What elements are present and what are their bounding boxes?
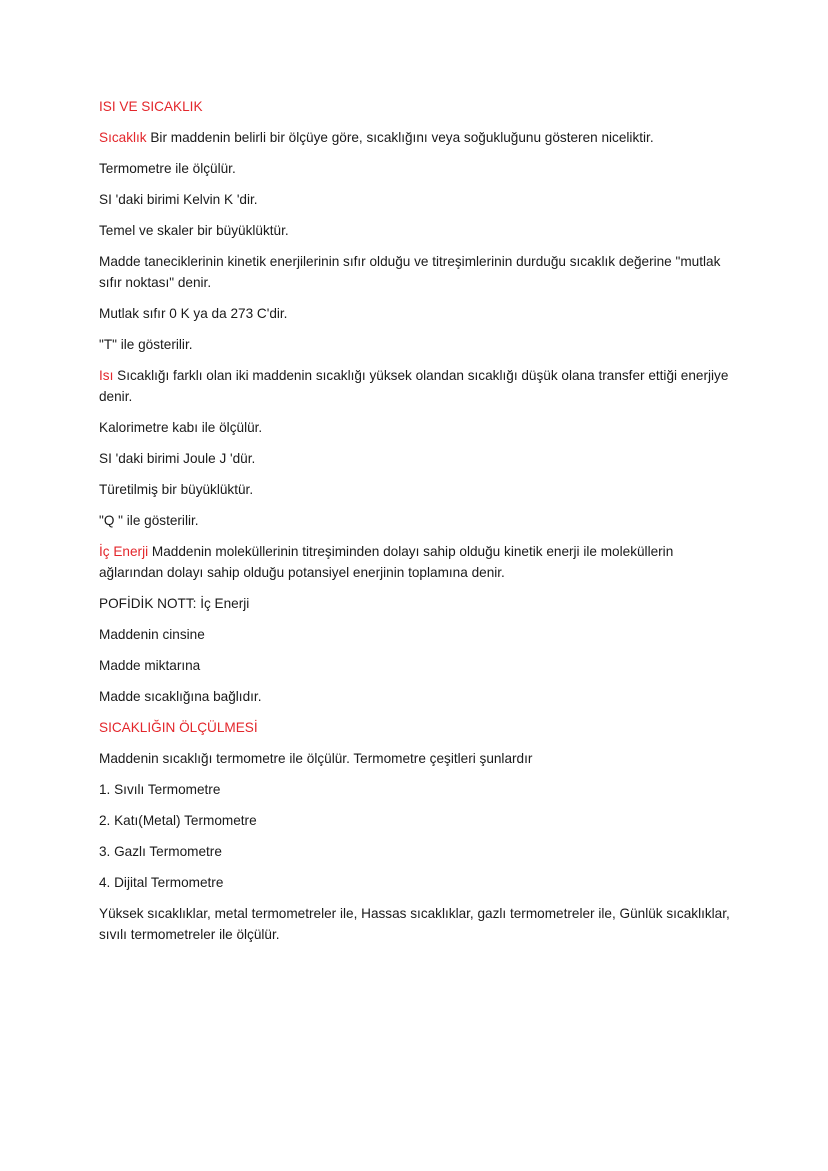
ic-enerji-note: Maddenin cinsine (99, 627, 205, 642)
list-item: 4. Dijital Termometre (99, 875, 224, 890)
ic-enerji-note: Madde sıcaklığına bağlıdır. (99, 689, 262, 704)
sicaklik-note: Temel ve skaler bir büyüklüktür. (99, 223, 289, 238)
page-title: ISI VE SICAKLIK (99, 99, 203, 114)
sicaklik-term: Sıcaklık (99, 130, 147, 145)
ic-enerji-definition (99, 541, 739, 583)
ic-enerji-note: Madde miktarına (99, 658, 201, 673)
isi-note: Kalorimetre kabı ile ölçülür. (99, 420, 263, 435)
isi-note: SI 'daki birimi Joule J 'dür. (99, 451, 256, 466)
list-item: 2. Katı(Metal) Termometre (99, 813, 257, 828)
isi-note: Türetilmiş bir büyüklüktür. (99, 482, 254, 497)
isi-definition (99, 365, 739, 407)
olcum-intro: Maddenin sıcaklığı termometre ile ölçülür. Termometre çeşitleri şunlardır (99, 751, 533, 766)
ic-enerji-definition-text: Maddenin moleküllerinin titreşiminden dolayı sahip olduğu kinetik enerji ile moleküllerin ağlarından dolayı sahip olduğu potansiyel enerjinin toplamına denir. (99, 544, 674, 580)
ic-enerji-note: POFİDİK NOTT: İç Enerji (99, 596, 250, 611)
list-item: 1. Sıvılı Termometre (99, 782, 221, 797)
section-heading-olcum: SICAKLIĞIN ÖLÇÜLMESİ (99, 720, 258, 735)
sicaklik-note: Madde taneciklerinin kinetik enerjilerinin sıfır olduğu ve titreşimlerinin durduğu sıcaklık değerine "mutlak sıfır noktası" denir. (99, 254, 721, 290)
sicaklik-note: Mutlak sıfır 0 K ya da 273 C'dir. (99, 306, 288, 321)
isi-note: "Q " ile gösterilir. (99, 513, 199, 528)
sicaklik-definition-text: Bir maddenin belirli bir ölçüye göre, sıcaklığını veya soğukluğunu gösteren niceliktir. (146, 130, 654, 145)
sicaklik-definition (99, 127, 739, 148)
isi-term: Isı (99, 368, 114, 383)
olcum-summary: Yüksek sıcaklıklar, metal termometreler ile, Hassas sıcaklıklar, gazlı termometreler ile, Günlük sıcaklıklar, sıvılı termometreler ile ölçülür. (99, 906, 730, 942)
document-page (99, 96, 739, 955)
isi-definition-text: Sıcaklığı farklı olan iki maddenin sıcaklığı yüksek olandan sıcaklığı düşük olana transfer ettiği enerjiye denir. (99, 368, 729, 404)
ic-enerji-term: İç Enerji (99, 544, 149, 559)
sicaklik-note: "T" ile gösterilir. (99, 337, 193, 352)
sicaklik-note: Termometre ile ölçülür. (99, 161, 236, 176)
sicaklik-note: SI 'daki birimi Kelvin K 'dir. (99, 192, 258, 207)
list-item: 3. Gazlı Termometre (99, 844, 222, 859)
